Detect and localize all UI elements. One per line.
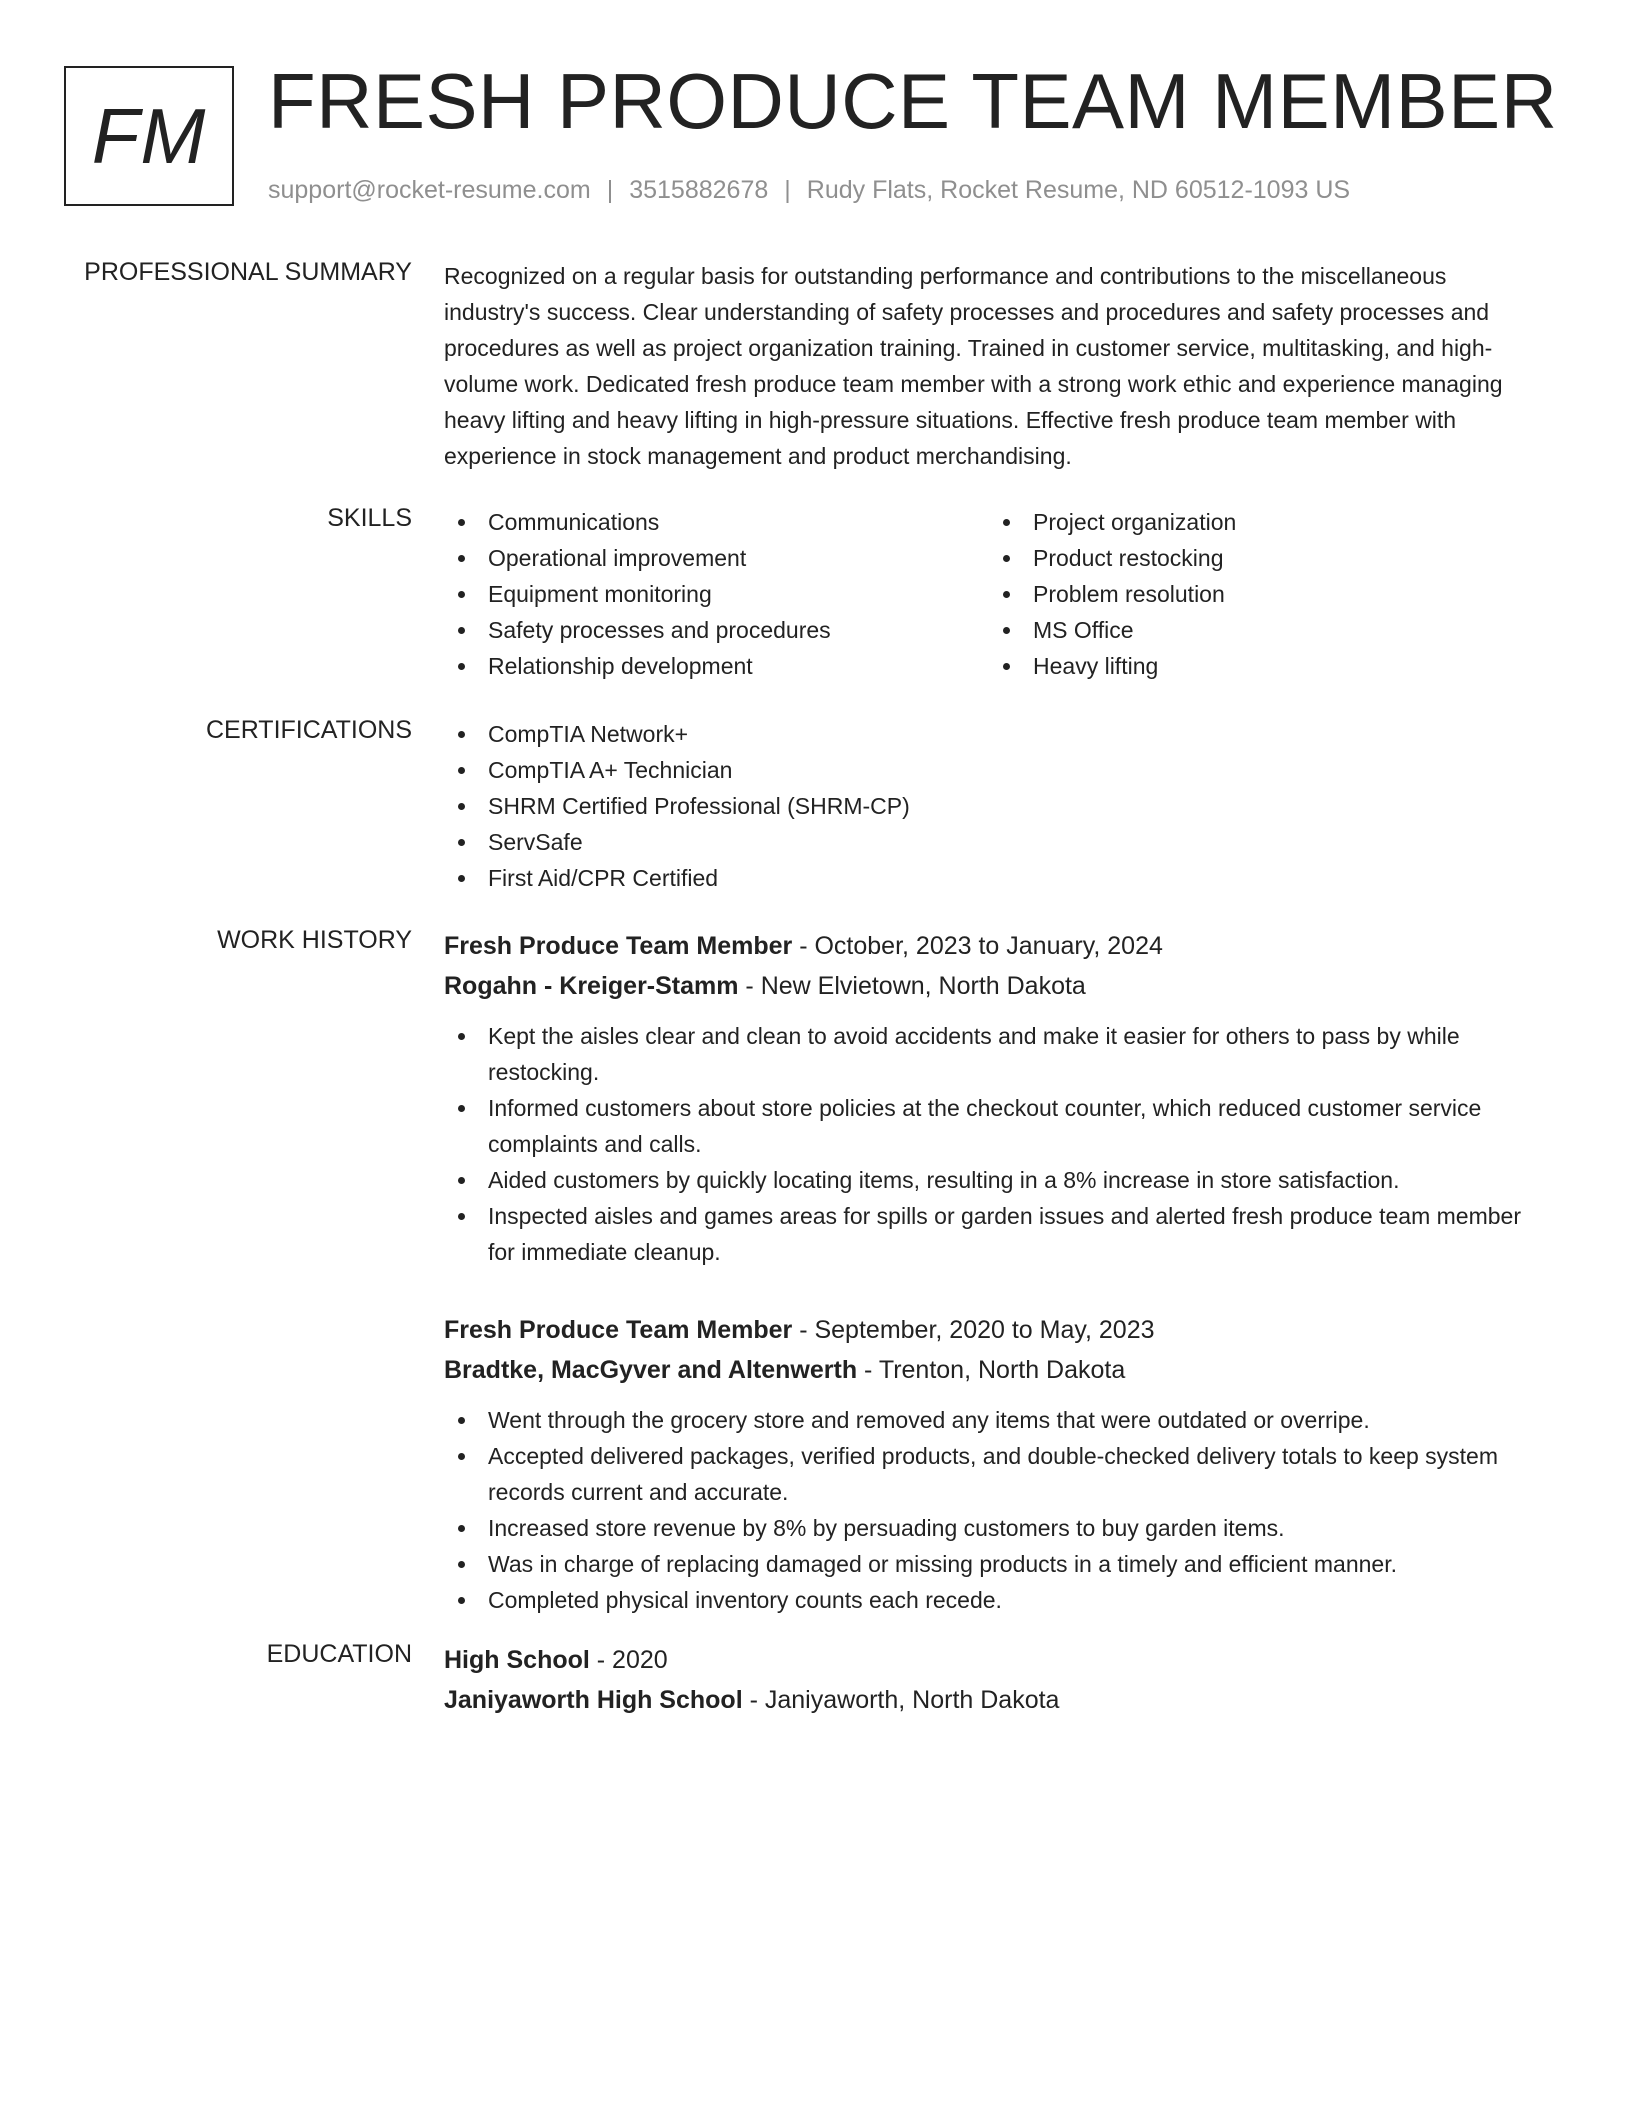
skills-list-right [989,504,1534,684]
education-location: - Janiyaworth, North Dakota [742,1686,1060,1714]
skills-list-left [444,504,989,684]
contact-phone[interactable]: 3515882678 [629,176,769,204]
summary-text: Recognized on a regular basis for outstanding performance and contributions to the miscellaneous industry's success. Clear understanding of safety processes and procedures and safety processes and procedures as well as project organization training. Trained in customer service, multitasking, and high-volume work. Dedicated fresh produce team member with a strong work ethic and experience managing heavy lifting and heavy lifting in high-pressure situations. Effective fresh produce team member with experience in stock management and product merchandising. [444,263,1503,469]
skill-item: Product restocking [989,540,1534,576]
certification-item: SHRM Certified Professional (SHRM-CP) [444,788,1534,824]
skill-item: Communications [444,504,989,540]
certifications-list [444,716,1534,896]
job-location: - New Elvietown, North Dakota [738,972,1086,1000]
skill-item: Project organization [989,504,1534,540]
work-history-label: WORK HISTORY [217,926,412,954]
skill-item: Relationship development [444,648,989,684]
monogram-box [64,66,234,206]
education-degree-line [444,1640,1534,1680]
skills-label: SKILLS [327,504,412,532]
job-bullet: Increased store revenue by 8% by persuading customers to buy garden items. [444,1510,1534,1546]
job-bullet: Aided customers by quickly locating items, resulting in a 8% increase in store satisfaction. [444,1162,1534,1198]
certification-item: First Aid/CPR Certified [444,860,1534,896]
education-label: EDUCATION [266,1640,412,1668]
contact-address: Rudy Flats, Rocket Resume, ND 60512-1093 US [806,176,1351,204]
certification-item: CompTIA Network+ [444,716,1534,752]
job-title-line [444,1310,1534,1350]
monogram-initials: FM [91,91,207,180]
education-school: Janiyaworth High School [444,1686,743,1714]
job-entry [444,1310,1534,1618]
skill-item: Safety processes and procedures [444,612,989,648]
job-company: Bradtke, MacGyver and Altenwerth [444,1356,858,1384]
education-school-line [444,1680,1534,1720]
skill-item: Operational improvement [444,540,989,576]
job-location: - Trenton, North Dakota [857,1356,1126,1384]
job-bullet: Went through the grocery store and removed any items that were outdated or overripe. [444,1402,1534,1438]
summary-body [444,258,1534,474]
skill-item: Problem resolution [989,576,1534,612]
job-bullet: Completed physical inventory counts each recede. [444,1582,1534,1618]
job-title: Fresh Produce Team Member [444,1316,793,1344]
job-company-line [444,1350,1534,1390]
work-history-body [444,926,1534,1618]
job-bullets [444,1402,1534,1618]
education-degree: High School [444,1646,590,1674]
job-title: Fresh Produce Team Member [444,932,793,960]
skills-body [444,504,1534,684]
job-bullets [444,1018,1534,1270]
job-entry [444,926,1534,1270]
job-bullet: Was in charge of replacing damaged or missing products in a timely and efficient manner. [444,1546,1534,1582]
education-body [444,1640,1534,1720]
summary-label: PROFESSIONAL SUMMARY [84,258,412,286]
certifications-label: CERTIFICATIONS [205,716,412,744]
contact-email[interactable]: support@rocket-resume.com [268,176,591,204]
job-company: Rogahn - Kreiger-Stamm [444,972,739,1000]
skill-item: MS Office [989,612,1534,648]
skill-item: Heavy lifting [989,648,1534,684]
job-dates: - October, 2023 to January, 2024 [792,932,1163,960]
education-year: - 2020 [589,1646,668,1674]
job-bullet: Accepted delivered packages, verified products, and double-checked delivery totals to keep system records current and accurate. [444,1438,1534,1510]
resume-title: FRESH PRODUCE TEAM MEMBER [268,57,1558,145]
certifications-body [444,716,1534,896]
contact-separator: | [606,176,614,204]
skill-item: Equipment monitoring [444,576,989,612]
job-bullet: Kept the aisles clear and clean to avoid accidents and make it easier for others to pass by while restocking. [444,1018,1534,1090]
job-bullet: Inspected aisles and games areas for spills or garden issues and alerted fresh produce team member for immediate cleanup. [444,1198,1534,1270]
job-bullet: Informed customers about store policies at the checkout counter, which reduced customer service complaints and calls. [444,1090,1534,1162]
certification-item: CompTIA A+ Technician [444,752,1534,788]
job-dates: - September, 2020 to May, 2023 [792,1316,1155,1344]
job-company-line [444,966,1534,1006]
contact-separator: | [784,176,791,204]
certification-item: ServSafe [444,824,1534,860]
job-title-line [444,926,1534,966]
contact-line [268,176,1350,205]
